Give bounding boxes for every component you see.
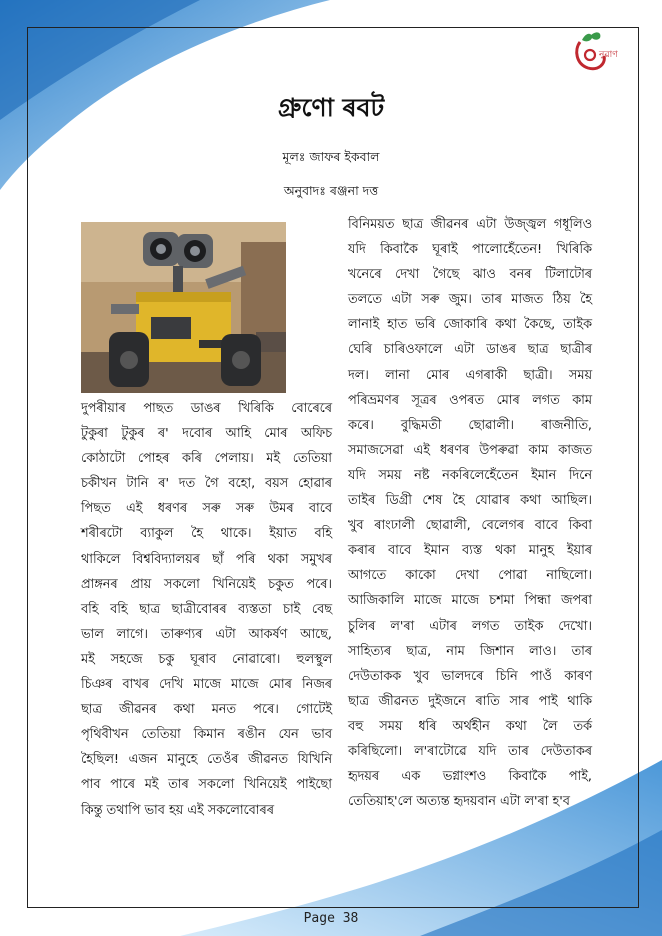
text-line: খনেৰে দেখা গৈছে ঝাও বনৰ টিলাটোৰ [348,267,592,283]
text-line: বিনিময়ত ছাত্ৰ জীৱনৰ এটা উজ্জ্বল গধূলিও [348,217,592,232]
text-line: খুব ৰাংঢালী ছোৱালী, বেলেগৰ বাবে কিবা [348,518,592,534]
text-line: পিছত এই ধৰণৰ সৰু সৰু উমৰ বাবে [81,501,332,517]
text-line: কৰিছিলো। ল'ৰাটোৱে যদি তাৰ দেউতাকৰ [348,743,592,759]
text-line: হৈছিল! এজন মানুহে তেওঁৰ জীৱনত যিখিনি [81,752,332,768]
text-line: সাহিত্যৰ ছাত্ৰ, নাম জিশান লাও। তাৰ [348,643,592,659]
logo-text: নুৱাণ [599,50,618,60]
text-line: দুপৰীয়াৰ পাছত ডাঙৰ খিৰিকি বোৰেৰে [81,401,332,416]
text-line: মই সহজে চকু ঘূৰাব নোৱাৰো। হুলস্থুল [81,651,332,667]
text-line: আজিকালি মাজে মাজে চশমা পিন্ধা জপৰা [348,593,592,609]
emblem-logo-icon [568,28,628,74]
left-text-column [81,396,332,823]
text-line: কৰাৰ বাবে ইমান ব্যস্ত থকা মানুহ ইয়াৰ [348,543,592,559]
page-number: Page 38 [303,911,359,926]
text-line: আগতে কাকো দেখা পোৱা নাছিলো। [348,568,592,584]
text-line: দেউতাকক খুব ভালদৰে চিনি পাওঁ কাৰণ [348,668,592,684]
text-line: ভাল লাগে। তাৰুণ্যৰ এটা আকৰ্ষণ আছে, [81,626,332,642]
text-line: সমাজসেৱা এই ধৰণৰ উপৰুৱা কাম কাজত [348,442,592,458]
text-line: পৃথিবীখন তেতিয়া কিমান ৰঙীন যেন ভাব [81,727,332,743]
translator-credit: অনুবাদঃ ৰঞ্জনা দত্ত [283,183,379,198]
text-line: বহু সময় ধৰি অৰ্থহীন কথা লৈ তৰ্ক [348,718,592,734]
text-line: চুলিৰ ল'ৰা এটাৰ লগত তাইক দেখো। [348,618,592,634]
text-line: যদি কিবাকৈ ঘূৰাই পালোহেঁতেন! খিৰিকি [348,242,592,258]
text-line: পাব পাৰে মই তাৰ সকলো খিনিয়েই পাইছো [81,777,332,793]
right-text-column [348,212,592,814]
text-line: তেতিয়াহ'লে অত্যন্ত হৃদয়বান এটা ল'ৰা হ'ব [348,794,570,810]
text-line: থাকিলে বিশ্ববিদ্যালয়ৰ ছাঁ পৰি থকা সমুখৰ [81,551,332,567]
text-line: কিন্তু তথাপি ভাব হয় এই সকলোবোৰৰ [81,802,274,818]
robot-toy-photo [81,222,286,393]
text-line: দল। লানা মোৰ এগৰাকী ছাত্ৰী। সময় [348,367,592,383]
text-line: কোঠাটো পোহৰ কৰি পেলায়। মই তেতিয়া [81,451,332,467]
text-line: হৃদয়ৰ এক ভগ্নাংশও কিবাকৈ পাই, [348,769,592,785]
text-line: লানাই হাত ভৰি জোকাৰি কথা কৈছে, তাইক [348,317,592,333]
text-line: তলতে এটা সৰু জুম। তাৰ মাজত ঠিয় হৈ [348,292,592,308]
text-line: ছাত্ৰ জীৱনৰ কথা মনত পৰে। গোটেই [81,702,332,718]
text-line: প্ৰাঙ্গনৰ প্ৰায় সকলো খিনিয়েই চকুত পৰে। [81,576,332,592]
text-line: কৰে। বুদ্ধিমতী ছোৱালী। ৰাজনীতি, [348,417,592,433]
text-line: পৰিভ্ৰমণৰ সূত্ৰৰ ওপৰত মোৰ লগত কাম [348,392,592,408]
text-line: ঘেৰি চাৰিওফালে এটা ডাঙৰ ছাত্ৰ ছাত্ৰীৰ [348,342,592,358]
original-author: মূলঃ জাফৰ ইকবাল [282,149,380,164]
text-line: চিঞৰ বাখৰ দেখি মাজে মাজে মোৰ নিজৰ [81,677,332,693]
text-line: চকীখন টানি ৰ' দত গৈ বহো, বয়স হোৱাৰ [81,476,332,492]
text-line: বহি বহি ছাত্ৰ ছাত্ৰীবোৰৰ ব্যস্ততা চাই বেছ [81,601,332,617]
text-line: শৰীৰটো ব্যাকুল হৈ থাকে। ইয়াত বহি [81,526,332,542]
text-line: ছাত্ৰ জীৱনত দুইজনে ৰাতি সাৰ পাই থাকি [348,693,592,709]
text-line: তাইৰ ডিগ্ৰী শেষ হৈ যোৱাৰ কথা আছিল। [348,493,592,509]
text-line: যদি সময় নষ্ট নকৰিলেহেঁতেন ইমান দিনে [348,467,592,483]
text-line: টুকুৰা টুকুৰ ৰ' দবোৰ আহি মোৰ অফিচ [81,426,332,442]
article-title: গ্ৰুণো ৰবট [277,93,385,122]
